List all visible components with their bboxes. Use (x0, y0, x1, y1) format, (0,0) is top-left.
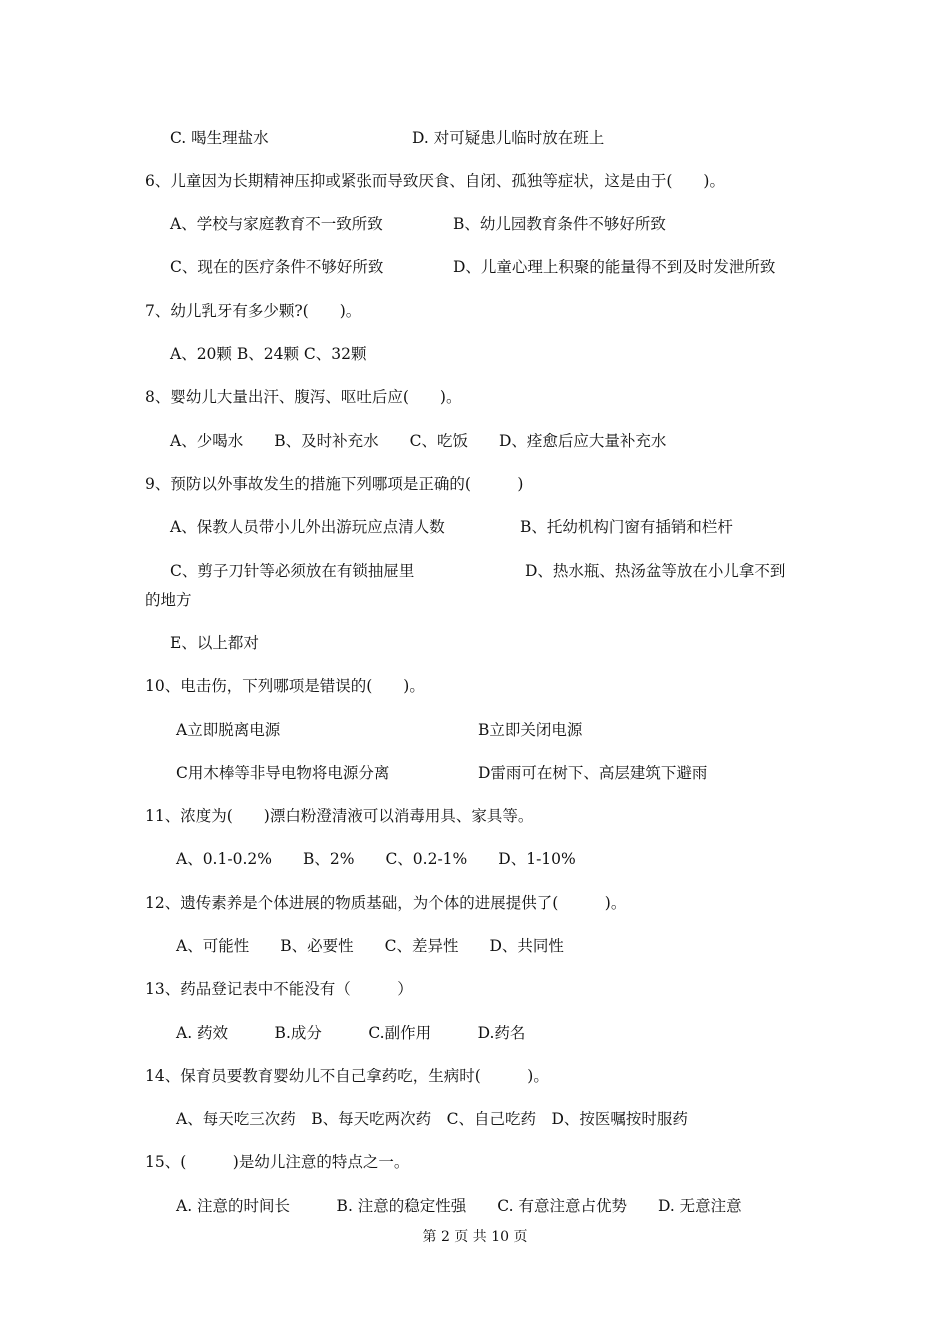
q5-option-d: D. 对可疑患儿临时放在班上 (412, 129, 605, 147)
q6-option-b: B、幼儿园教育条件不够好所致 (453, 215, 666, 233)
q14-options: A、每天吃三次药 B、每天吃两次药 C、自己吃药 D、按医嘱按时服药 (176, 1110, 688, 1128)
q12-stem: 12、遗传素养是个体进展的物质基础，为个体的进展提供了( )。 (145, 894, 627, 912)
q9-option-c: C、剪子刀针等必须放在有锁抽屉里 (170, 562, 415, 580)
q12-options: A、可能性 B、必要性 C、差异性 D、共同性 (176, 937, 564, 955)
q7-stem: 7、幼儿乳牙有多少颗?( )。 (145, 302, 362, 320)
q11-options: A、0.1-0.2% B、2% C、0.2-1% D、1-10% (176, 850, 576, 868)
q10-option-d: D雷雨可在树下、高层建筑下避雨 (478, 764, 708, 782)
q13-options: A. 药效 B.成分 C.副作用 D.药名 (176, 1024, 526, 1042)
q14-stem: 14、保育员要教育婴幼儿不自己拿药吃，生病时( )。 (145, 1067, 549, 1085)
q7-options: A、20颗 B、24颗 C、32颗 (170, 345, 367, 363)
q5-option-c: C. 喝生理盐水 (170, 129, 269, 147)
q6-stem: 6、儿童因为长期精神压抑或紧张而导致厌食、自闭、孤独等症状，这是由于( )。 (145, 172, 725, 190)
q8-stem: 8、婴幼儿大量出汗、腹泻、呕吐后应( )。 (145, 388, 462, 406)
page-number-footer: 第 2 页 共 10 页 (422, 1229, 528, 1245)
q9-option-d: D、热水瓶、热汤盆等放在小儿拿不到 (525, 562, 786, 580)
q10-stem: 10、电击伤，下列哪项是错误的( )。 (145, 677, 425, 695)
q9-stem: 9、预防以外事故发生的措施下列哪项是正确的( ) (145, 475, 524, 493)
q10-option-b: B立即关闭电源 (478, 721, 583, 739)
q6-option-c: C、现在的医疗条件不够好所致 (170, 258, 384, 276)
q6-option-d: D、儿童心理上积聚的能量得不到及时发泄所致 (453, 258, 776, 276)
q9-option-a: A、保教人员带小儿外出游玩应点清人数 (170, 518, 445, 536)
q11-stem: 11、浓度为( )漂白粉澄清液可以消毒用具、家具等。 (145, 807, 534, 825)
q10-option-a: A立即脱离电源 (176, 721, 281, 739)
q9-option-e: E、以上都对 (170, 634, 259, 652)
q13-stem: 13、药品登记表中不能没有（ ） (145, 980, 413, 998)
q15-stem: 15、( )是幼儿注意的特点之一。 (145, 1153, 410, 1171)
q9-option-d-continued: 的地方 (145, 591, 192, 609)
q9-option-b: B、托幼机构门窗有插销和栏杆 (520, 518, 733, 536)
q6-option-a: A、学校与家庭教育不一致所致 (170, 215, 383, 233)
q8-options: A、少喝水 B、及时补充水 C、吃饭 D、痊愈后应大量补充水 (170, 432, 667, 450)
q10-option-c: C用木棒等非导电物将电源分离 (176, 764, 390, 782)
q15-options: A. 注意的时间长 B. 注意的稳定性强 C. 有意注意占优势 D. 无意注意 (176, 1197, 742, 1215)
